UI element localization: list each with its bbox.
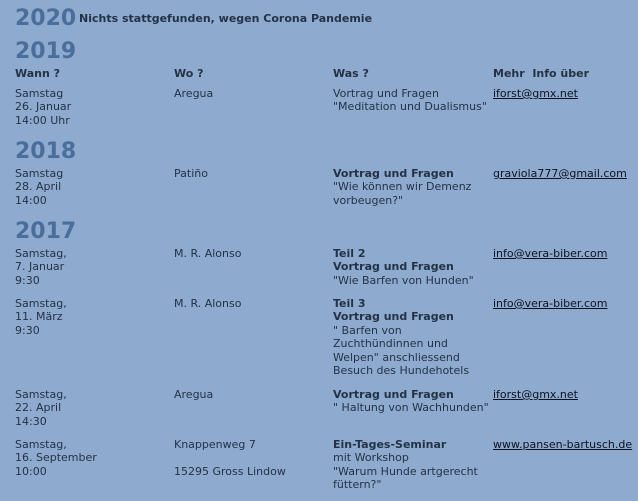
event-2017-3-contact-link[interactable]: iforst@gmx.net [493, 388, 578, 401]
topic-line: "Wie können wir Demenz [333, 180, 472, 194]
year-2020-note: Nichts stattgefunden, wegen Corona Pandemie [79, 12, 373, 25]
event-2018-1-location: Patiño [174, 167, 208, 180]
year-heading-2019: 2019 [15, 39, 77, 64]
column-header-wann: Wann ? [15, 67, 61, 80]
topic-title: Ein-Tages-Seminar [333, 438, 447, 451]
event-2017-3-location: Aregua [174, 388, 214, 401]
date-line: 14:00 [15, 193, 47, 207]
event-2017-1-topic [333, 247, 474, 287]
date-line: Samstag [15, 87, 64, 100]
event-2018-1-date [15, 167, 63, 207]
event-2017-4-date [15, 438, 97, 478]
date-line: Samstag [15, 167, 64, 180]
topic-line: füttern?" [333, 478, 382, 492]
date-line: 22. April [15, 401, 62, 415]
year-heading-2018: 2018 [15, 139, 77, 164]
date-line: 14:30 [15, 414, 47, 428]
event-2019-1-contact-link[interactable]: iforst@gmx.net [493, 87, 578, 100]
date-line: 9:30 [15, 273, 40, 287]
column-header-info: Mehr Info über [493, 67, 590, 80]
topic-line: Vortrag und Fragen [333, 87, 439, 100]
event-2019-1-date [15, 87, 71, 127]
topic-title: Vortrag und Fragen [333, 167, 454, 180]
date-line: 26. Januar [15, 100, 72, 114]
topic-line: "Warum Hunde artgerecht [333, 464, 478, 478]
year-heading-2017: 2017 [15, 219, 77, 244]
event-2017-1-location: M. R. Alonso [174, 247, 242, 260]
topic-line: "Meditation und Dualismus" [333, 100, 487, 114]
date-line: 9:30 [15, 323, 40, 337]
date-line: 10:00 [15, 464, 47, 478]
topic-title: Vortrag und Fragen [333, 388, 454, 401]
topic-line: " Barfen von [333, 323, 402, 337]
date-line: 16. September [15, 451, 97, 465]
topic-part: Teil 3 [333, 297, 366, 310]
column-header-wo: Wo ? [174, 67, 204, 80]
event-2019-1-location: Aregua [174, 87, 214, 100]
event-2017-2-location: M. R. Alonso [174, 297, 242, 310]
event-2017-2-topic [333, 297, 469, 377]
event-2018-1-contact-link[interactable]: graviola777@gmail.com [493, 167, 627, 180]
column-header-was: Was ? [333, 67, 369, 80]
topic-line: Besuch des Hundehotels [333, 364, 470, 378]
date-line: 7. Januar [15, 260, 65, 274]
topic-title: Vortrag und Fragen [333, 260, 454, 274]
event-2017-3-topic [333, 388, 489, 415]
location-line: 15295 Gross Lindow [174, 464, 286, 478]
event-2017-1-contact-link[interactable]: info@vera-biber.com [493, 247, 608, 260]
event-2017-3-date [15, 388, 67, 428]
date-line: 11. März [15, 310, 63, 324]
topic-title: Vortrag und Fragen [333, 310, 454, 324]
event-2017-4-location [174, 438, 286, 478]
topic-part: Teil 2 [333, 247, 366, 260]
event-2018-1-topic [333, 167, 471, 207]
year-heading-2020: 2020 [15, 6, 77, 31]
event-2017-4-topic [333, 438, 478, 492]
event-2019-1-topic [333, 87, 487, 114]
topic-line: "Wie Barfen von Hunden" [333, 273, 474, 287]
topic-line: Zuchthündinnen und [333, 337, 448, 351]
date-line: 14:00 Uhr [15, 113, 70, 127]
event-2017-1-date [15, 247, 67, 287]
event-2017-2-contact-link[interactable]: info@vera-biber.com [493, 297, 608, 310]
topic-line: " Haltung von Wachhunden" [333, 401, 489, 415]
date-line: Samstag, [15, 297, 67, 310]
event-2017-2-date [15, 297, 67, 337]
topic-line: vorbeugen?" [333, 193, 404, 207]
topic-line: mit Workshop [333, 451, 409, 465]
date-line: Samstag, [15, 438, 67, 451]
event-2017-4-website-link[interactable]: www.pansen-bartusch.de [493, 438, 633, 451]
topic-line: Welpen" anschliessend [333, 350, 460, 364]
date-line: Samstag, [15, 388, 67, 401]
date-line: Samstag, [15, 247, 67, 260]
location-line: Knappenweg 7 [174, 438, 256, 451]
date-line: 28. April [15, 180, 62, 194]
